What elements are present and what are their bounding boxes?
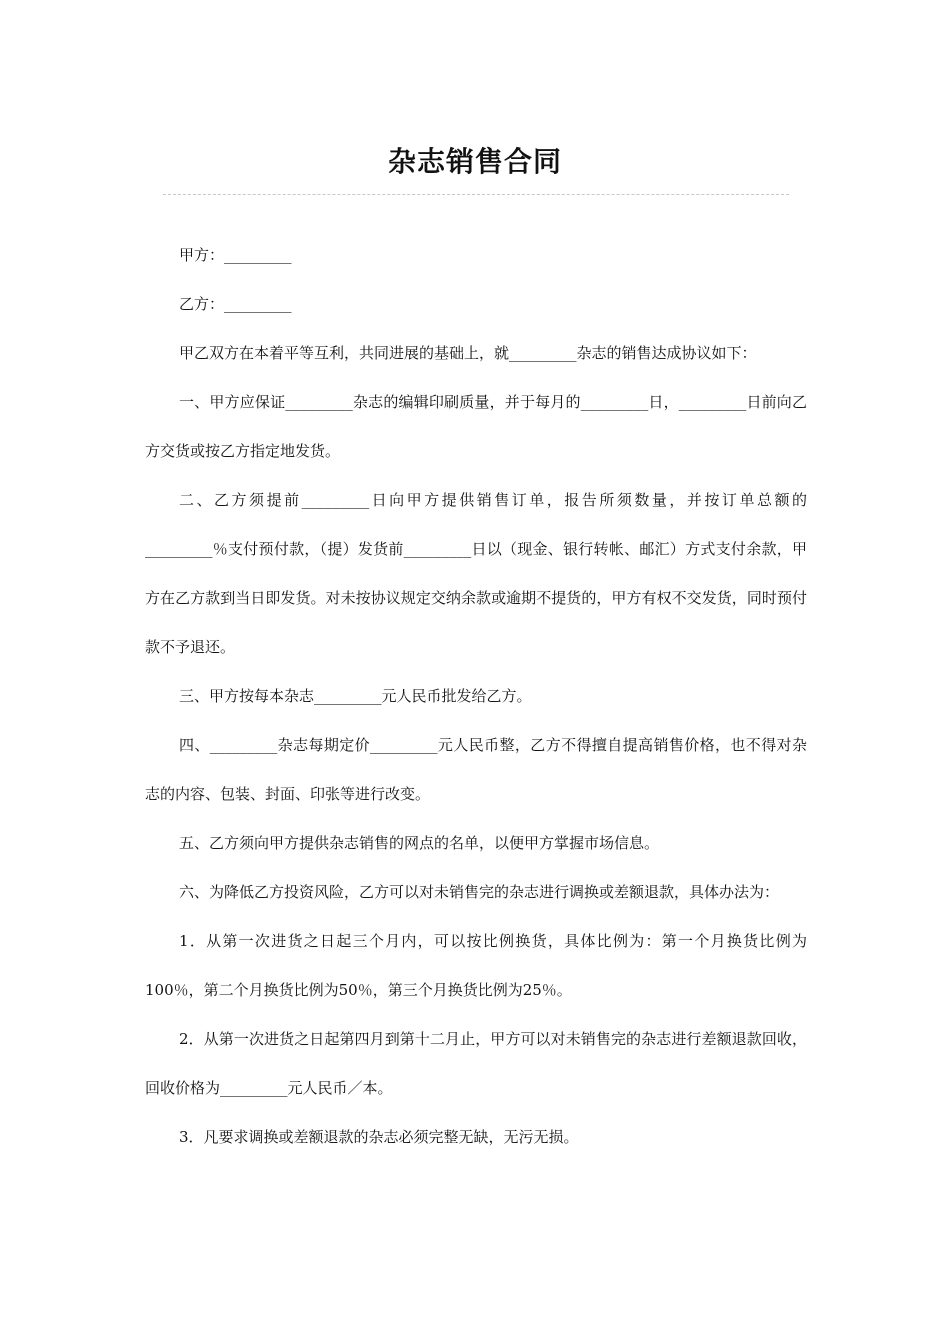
paragraph-intro: 甲乙双方在本着平等互利，共同进展的基础上，就_________杂志的销售达成协议如下： xyxy=(179,344,757,362)
paragraph-subclause-3: 3．凡要求调换或差额退款的杂志必须完整无缺，无污无损。 xyxy=(179,1128,579,1146)
paragraph-party-a: 甲方：_________ xyxy=(179,246,292,264)
paragraph-clause-1: 一、甲方应保证_________杂志的编辑印刷质量，并于每月的_________日，_________日前向乙方交货或按乙方指定地发货。 xyxy=(145,393,807,460)
paragraph-subclause-1: 1．从第一次进货之日起三个月内，可以按比例换货，具体比例为：第一个月换货比例为100％，第二个月换货比例为50％，第三个月换货比例为25％。 xyxy=(145,932,807,999)
paragraph-party-b: 乙方：_________ xyxy=(179,295,292,313)
document-body xyxy=(145,231,807,1162)
title-divider xyxy=(163,194,789,195)
paragraph-clause-6: 六、为降低乙方投资风险，乙方可以对未销售完的杂志进行调换或差额退款，具体办法为： xyxy=(179,883,780,901)
document-title: 杂志销售合同 xyxy=(387,145,562,178)
paragraph-clause-5: 五、乙方须向甲方提供杂志销售的网点的名单，以便甲方掌握市场信息。 xyxy=(179,834,660,852)
paragraph-clause-4: 四、_________杂志每期定价_________元人民币整，乙方不得擅自提高销售价格，也不得对杂志的内容、包装、封面、印张等进行改变。 xyxy=(145,736,807,803)
paragraph-clause-2: 二、乙方须提前_________日向甲方提供销售订单，报告所须数量，并按订单总额的_________％支付预付款，（提）发货前_________日以（现金、银行转帐、邮汇）方式支付余款，甲方在乙方款到当日即发货。对未按协议规定交纳余款或逾期不提货的，甲方有权不交发货，同时预付款不予退还。 xyxy=(145,491,807,656)
paragraph-clause-3: 三、甲方按每本杂志_________元人民币批发给乙方。 xyxy=(179,687,532,705)
paragraph-subclause-2: 2．从第一次进货之日起第四月到第十二月止，甲方可以对未销售完的杂志进行差额退款回收，回收价格为_________元人民币／本。 xyxy=(145,1030,807,1097)
